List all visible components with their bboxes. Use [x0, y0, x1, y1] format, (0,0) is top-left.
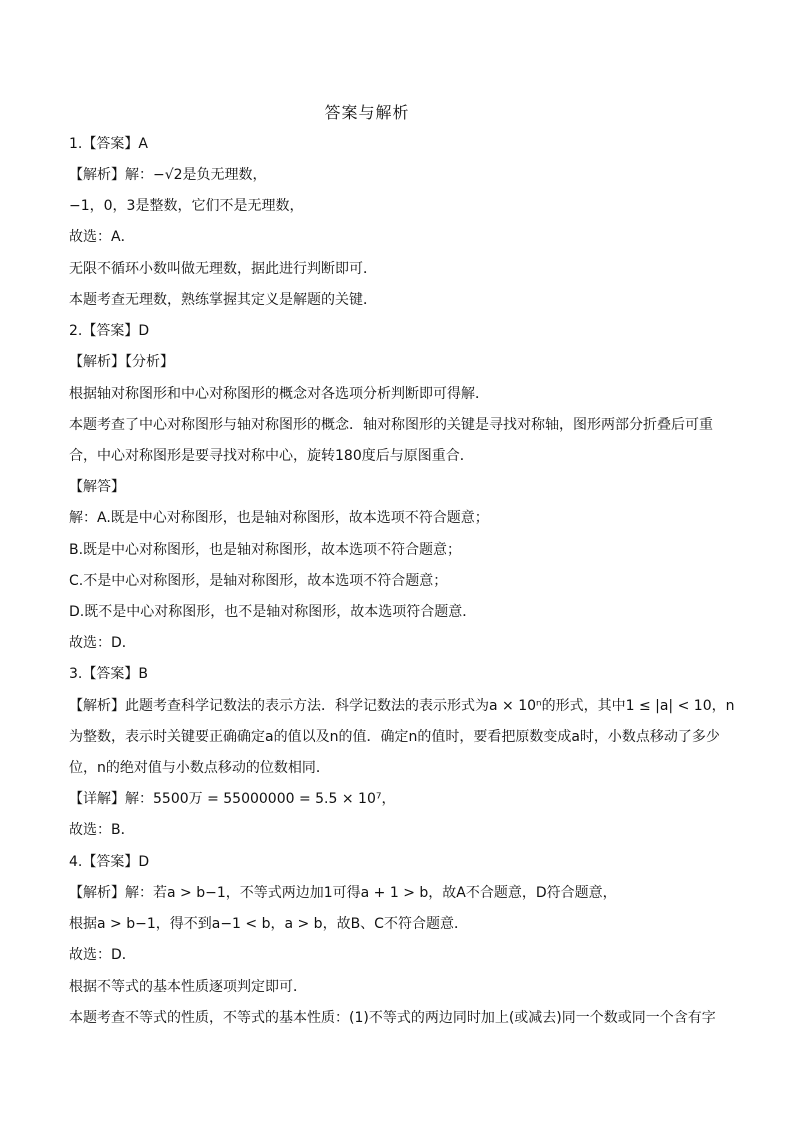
- choice-line: 故选：D．: [69, 947, 136, 963]
- analysis-line: 根据a > b−1，得不到a−1 < b，a > b，故B、C不符合题意．: [69, 916, 468, 932]
- solution-header: 【解答】: [69, 479, 125, 495]
- solution-line: C.不是中心对称图形，是轴对称图形，故本选项不符合题意；: [69, 573, 448, 589]
- choice-line: 故选：D．: [69, 635, 136, 651]
- solution-line: B.既是中心对称图形，也是轴对称图形，故本选项不符合题意；: [69, 542, 462, 558]
- solution-line: D.既不是中心对称图形，也不是轴对称图形，故本选项符合题意．: [69, 604, 477, 620]
- choice-line: 故选：A．: [69, 229, 135, 245]
- analysis-line: 合，中心对称图形是要寻找对称中心，旋转180度后与原图重合．: [69, 448, 474, 464]
- solution-line: 解：A.既是中心对称图形，也是轴对称图形，故本选项不符合题意；: [69, 510, 489, 526]
- choice-line: 故选：B．: [69, 822, 135, 838]
- page-title: 答案与解析: [324, 103, 410, 122]
- analysis-line: 本题考查了中心对称图形与轴对称图形的概念．轴对称图形的关键是寻找对称轴，图形两部分折叠后可重: [69, 417, 713, 433]
- analysis-line: 根据轴对称图形和中心对称图形的概念对各选项分析判断即可得解．: [69, 386, 489, 402]
- answer-4-header: 4.【答案】D: [69, 854, 150, 870]
- analysis-line: −1，0，3是整数，它们不是无理数，: [69, 198, 304, 214]
- analysis-line: 【解析】解：若a > b−1，不等式两边加1可得a + 1 > b，故A不合题意，D符合题意，: [69, 885, 617, 901]
- analysis-line: 【解析】此题考查科学记数法的表示方法．科学记数法的表示形式为a × 10ⁿ的形式，其中1 ≤ |a| < 10，n: [69, 698, 735, 714]
- analysis-line: 本题考查无理数，熟练掌握其定义是解题的关键．: [69, 292, 377, 308]
- analysis-line: 【解析】【分析】: [69, 354, 174, 370]
- analysis-line: 为整数，表示时关键要正确确定a的值以及n的值．确定n的值时，要看把原数变成a时，小数点移动了多少: [69, 729, 720, 745]
- analysis-line: 根据不等式的基本性质逐项判定即可．: [69, 979, 307, 995]
- detail-line: 【详解】解：5500万 = 55000000 = 5.5 × 10⁷，: [69, 791, 396, 807]
- analysis-line: 【解析】解：−√2是负无理数，: [69, 167, 267, 183]
- answer-2-header: 2.【答案】D: [69, 323, 150, 339]
- answer-1-header: 1.【答案】A: [69, 136, 148, 152]
- analysis-line: 本题考查不等式的性质，不等式的基本性质：(1)不等式的两边同时加上(或减去)同一个数或同一个含有字: [69, 1010, 716, 1026]
- analysis-line: 位，n的绝对值与小数点移动的位数相同．: [69, 760, 330, 776]
- answer-3-header: 3.【答案】B: [69, 666, 148, 682]
- analysis-line: 无限不循环小数叫做无理数，据此进行判断即可．: [69, 261, 377, 277]
